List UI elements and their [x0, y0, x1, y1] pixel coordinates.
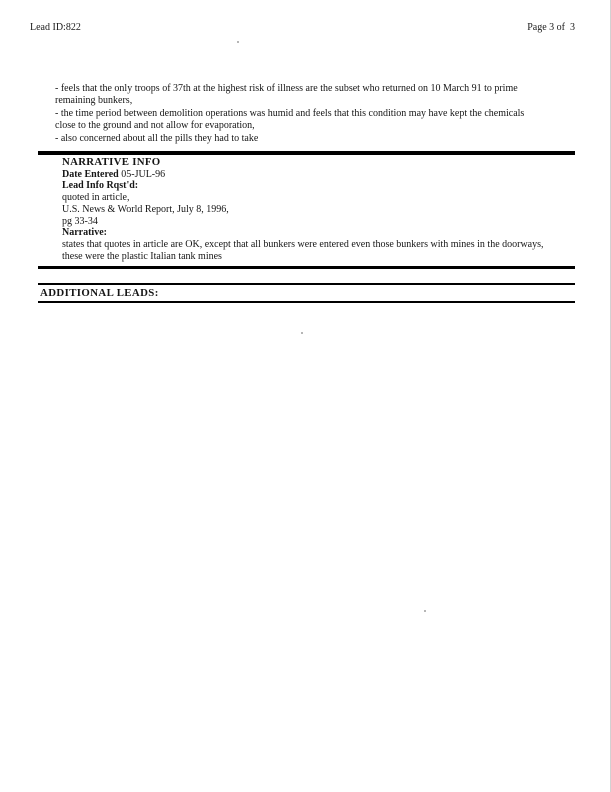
- comment-line: - the time period between demolition operations was humid and feels that this condition may have kept the chemicals: [55, 107, 525, 119]
- scan-speck: [424, 610, 426, 612]
- lead-info-rqstd-label: Lead Info Rqst'd:: [62, 180, 139, 192]
- lead-comments-block: [55, 83, 524, 145]
- section-divider-rule: [38, 283, 575, 285]
- lead-info-detail-line: U.S. News & World Report, July 8, 1996,: [62, 203, 229, 215]
- date-entered-label: Date Entered: [62, 168, 119, 180]
- lead-info-detail-line: quoted in article,: [62, 192, 130, 204]
- narrative-info-title: NARRATIVE INFO: [62, 156, 161, 168]
- narrative-text-line: these were the plastic Italian tank mines: [62, 250, 222, 262]
- comment-line: remaining bunkers,: [55, 95, 133, 107]
- date-entered-line: [62, 169, 544, 181]
- lead-info-detail-line: pg 33-34: [62, 215, 98, 227]
- section-divider-rule: [38, 151, 575, 155]
- narrative-text-line: states that quotes in article are OK, except that all bunkers were entered even those bunkers with mines in the doorways,: [62, 238, 544, 250]
- section-divider-rule: [38, 266, 575, 269]
- scan-speck: [301, 332, 303, 334]
- narrative-label: Narrative:: [62, 227, 107, 239]
- lead-id: Lead ID:822: [30, 22, 81, 33]
- page-number: Page 3 of 3: [527, 22, 575, 33]
- date-entered-value: 05-JUL-96: [121, 168, 166, 180]
- narrative-info-section: [62, 157, 544, 262]
- comment-line: - feels that the only troops of 37th at the highest risk of illness are the subset who returned on 10 March 91 to prime: [55, 83, 518, 94]
- scan-speck: [237, 41, 239, 43]
- section-divider-rule: [38, 301, 575, 303]
- comment-line: close to the ground and not allow for evaporation,: [55, 120, 255, 132]
- additional-leads-title: ADDITIONAL LEADS:: [40, 287, 159, 299]
- comment-line: - also concerned about all the pills they had to take: [55, 132, 259, 144]
